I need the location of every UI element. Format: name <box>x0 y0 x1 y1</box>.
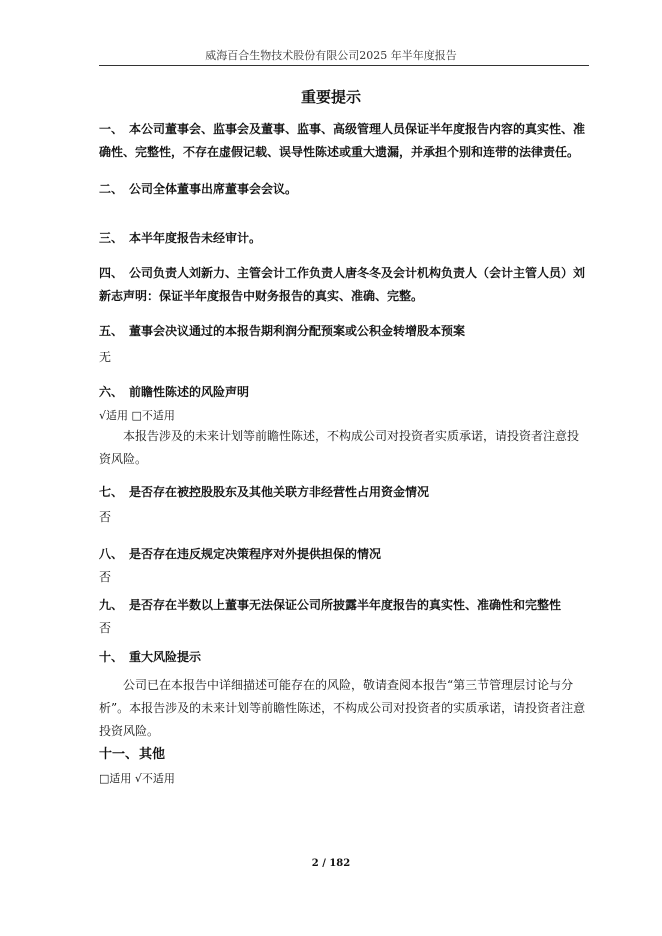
section-6-text: 本报告涉及的未来计划等前瞻性陈述，不构成公司对投资者实质承诺，请投资者注意投资风险。 <box>99 429 580 466</box>
section-8-title: 是否存在违反规定决策程序对外提供担保的情况 <box>129 547 382 561</box>
section-6-heading <box>99 381 589 404</box>
section-10-number: 十、 <box>99 650 124 664</box>
section-1-number: 一、 <box>99 122 124 136</box>
section-2 <box>99 178 589 201</box>
section-9-title: 是否存在半数以上董事无法保证公司所披露半年度报告的真实性、准确性和完整性 <box>129 598 562 612</box>
section-11-options: □适用 √不适用 <box>99 772 175 785</box>
section-8-heading <box>99 543 589 566</box>
section-10-text: 公司已在本报告中详细描述可能存在的风险，敬请查阅本报告“第三节管理层讨论与分析”。本报告涉及的未来计划等前瞻性陈述，不构成公司对投资者的实质承诺，请投资者注意投资风险。 <box>99 678 586 738</box>
section-5-heading <box>99 320 589 343</box>
section-9-heading <box>99 594 589 617</box>
section-6-title: 前瞻性陈述的风险声明 <box>129 385 250 399</box>
section-6-number: 六、 <box>99 385 124 399</box>
section-3-text: 本半年度报告未经审计。 <box>129 231 262 245</box>
running-header: 威海百合生物技术股份有限公司2025 年半年度报告 <box>205 49 457 62</box>
section-8-answer: 否 <box>99 570 112 584</box>
section-11-title: 其他 <box>139 747 166 762</box>
section-7-heading <box>99 481 589 504</box>
header-rule <box>99 65 589 66</box>
section-10-heading <box>99 646 589 669</box>
section-7-answer: 否 <box>99 510 112 524</box>
section-2-text: 公司全体董事出席董事会会议。 <box>129 182 298 196</box>
section-10-title: 重大风险提示 <box>129 650 202 664</box>
section-1-text: 本公司董事会、监事会及董事、监事、高级管理人员保证半年度报告内容的真实性、准确性、完整性，不存在虚假记载、误导性陈述或重大遗漏，并承担个别和连带的法律责任。 <box>99 122 586 159</box>
section-5-title: 董事会决议通过的本报告期利润分配预案或公积金转增股本预案 <box>129 324 466 338</box>
page-number: 2 / 182 <box>311 858 351 869</box>
page-title: 重要提示 <box>300 88 361 106</box>
section-9-number: 九、 <box>99 598 124 612</box>
section-7-title: 是否存在被控股股东及其他关联方非经营性占用资金情况 <box>129 485 430 499</box>
section-8-number: 八、 <box>99 547 124 561</box>
section-11-number: 十一、 <box>99 747 139 762</box>
section-2-number: 二、 <box>99 182 124 196</box>
section-4 <box>99 262 589 308</box>
section-11-heading <box>99 743 589 766</box>
section-5-answer: 无 <box>99 350 112 364</box>
section-4-number: 四、 <box>99 266 124 280</box>
section-7-number: 七、 <box>99 485 124 499</box>
section-3-number: 三、 <box>99 231 124 245</box>
section-6-options: √适用 □不适用 <box>99 409 175 422</box>
section-9-answer: 否 <box>99 621 112 635</box>
section-3 <box>99 227 589 250</box>
section-4-text: 公司负责人刘新力、主管会计工作负责人唐冬冬及会计机构负责人（会计主管人员）刘新志声明：保证半年度报告中财务报告的真实、准确、完整。 <box>99 266 586 303</box>
section-1 <box>99 118 589 164</box>
section-5-number: 五、 <box>99 324 124 338</box>
